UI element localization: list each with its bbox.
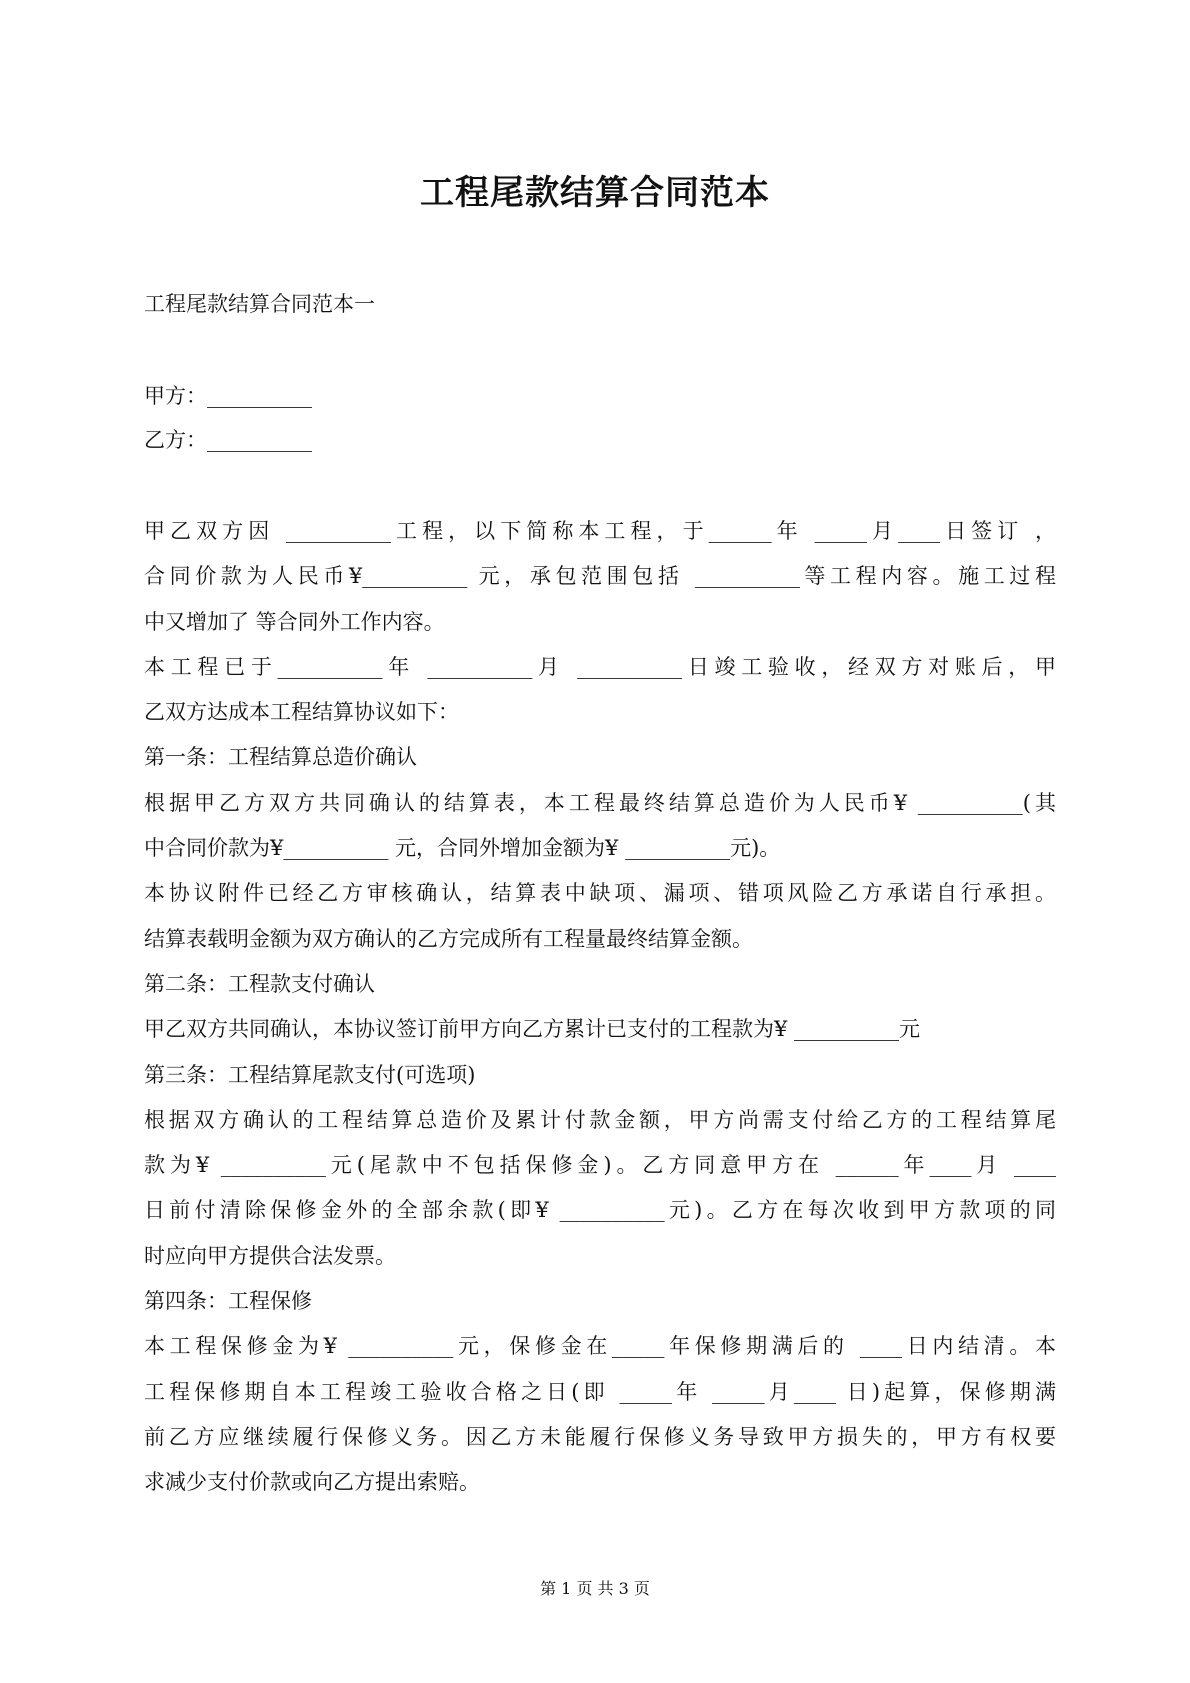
- party-b-line: 乙方：__________: [144, 428, 312, 452]
- text-line: 中又增加了 等合同外工作内容。: [144, 609, 445, 634]
- contract-body: [144, 509, 1056, 1506]
- page-footer: 第 1 页 共 3 页: [540, 1579, 650, 1598]
- text-line: 本工程保修金为¥ __________元，保修金在_____年保修期满后的 ____日内结清。本: [144, 1334, 1056, 1359]
- text-line: 本工程已于__________年 __________月 __________日竣工验收，经双方对账后，甲: [144, 654, 1056, 679]
- text-line: 结算表载明金额为双方确认的乙方完成所有工程量最终结算金额。: [144, 926, 753, 951]
- text-line: 根据双方确认的工程结算总造价及累计付款金额，甲方尚需支付给乙方的工程结算尾: [144, 1107, 1056, 1132]
- text-line: 甲乙双方共同确认，本协议签订前甲方向乙方累计已支付的工程款为¥ __________元: [144, 1017, 921, 1042]
- text-line: 甲乙双方因 __________工程，以下简称本工程，于______年 _____月____日签订 ，: [144, 519, 1056, 543]
- text-line: 根据甲乙方双方共同确认的结算表，本工程最终结算总造价为人民币¥ __________(其: [144, 790, 1056, 815]
- text-line: 时应向甲方提供合法发票。: [144, 1243, 396, 1268]
- section-heading: 第二条：工程款支付确认: [144, 971, 375, 996]
- document-title: 工程尾款结算合同范本: [420, 173, 770, 213]
- party-a-line: 甲方：__________: [144, 384, 312, 408]
- text-line: 求减少支付价款或向乙方提出索赔。: [144, 1470, 480, 1495]
- document-subtitle: 工程尾款结算合同范本一: [144, 292, 375, 316]
- text-line: 日前付清除保修金外的全部余款(即¥ __________元)。乙方在每次收到甲方款项的同: [144, 1198, 1056, 1223]
- section-heading: 第四条：工程保修: [144, 1289, 312, 1314]
- text-line: 乙双方达成本工程结算协议如下：: [144, 700, 459, 725]
- text-line: 款为¥ __________元(尾款中不包括保修金)。乙方同意甲方在 ______年____月 ____: [144, 1153, 1056, 1178]
- text-line: 前乙方应继续履行保修义务。因乙方未能履行保修义务导致甲方损失的，甲方有权要: [144, 1424, 1056, 1449]
- section-heading: 第一条：工程结算总造价确认: [144, 745, 417, 770]
- section-heading: 第三条：工程结算尾款支付(可选项): [144, 1062, 476, 1087]
- text-line: 合同价款为人民币¥__________ 元，承包范围包括 __________等工程内容。施工过程: [144, 564, 1056, 589]
- text-line: 工程保修期自本工程竣工验收合格之日(即 _____年 _____月____ 日)起算，保修期满: [144, 1379, 1056, 1404]
- text-line: 中合同价款为¥__________ 元，合同外增加金额为¥ __________元)。: [144, 836, 781, 861]
- text-line: 本协议附件已经乙方审核确认，结算表中缺项、漏项、错项风险乙方承诺自行承担。: [144, 881, 1056, 906]
